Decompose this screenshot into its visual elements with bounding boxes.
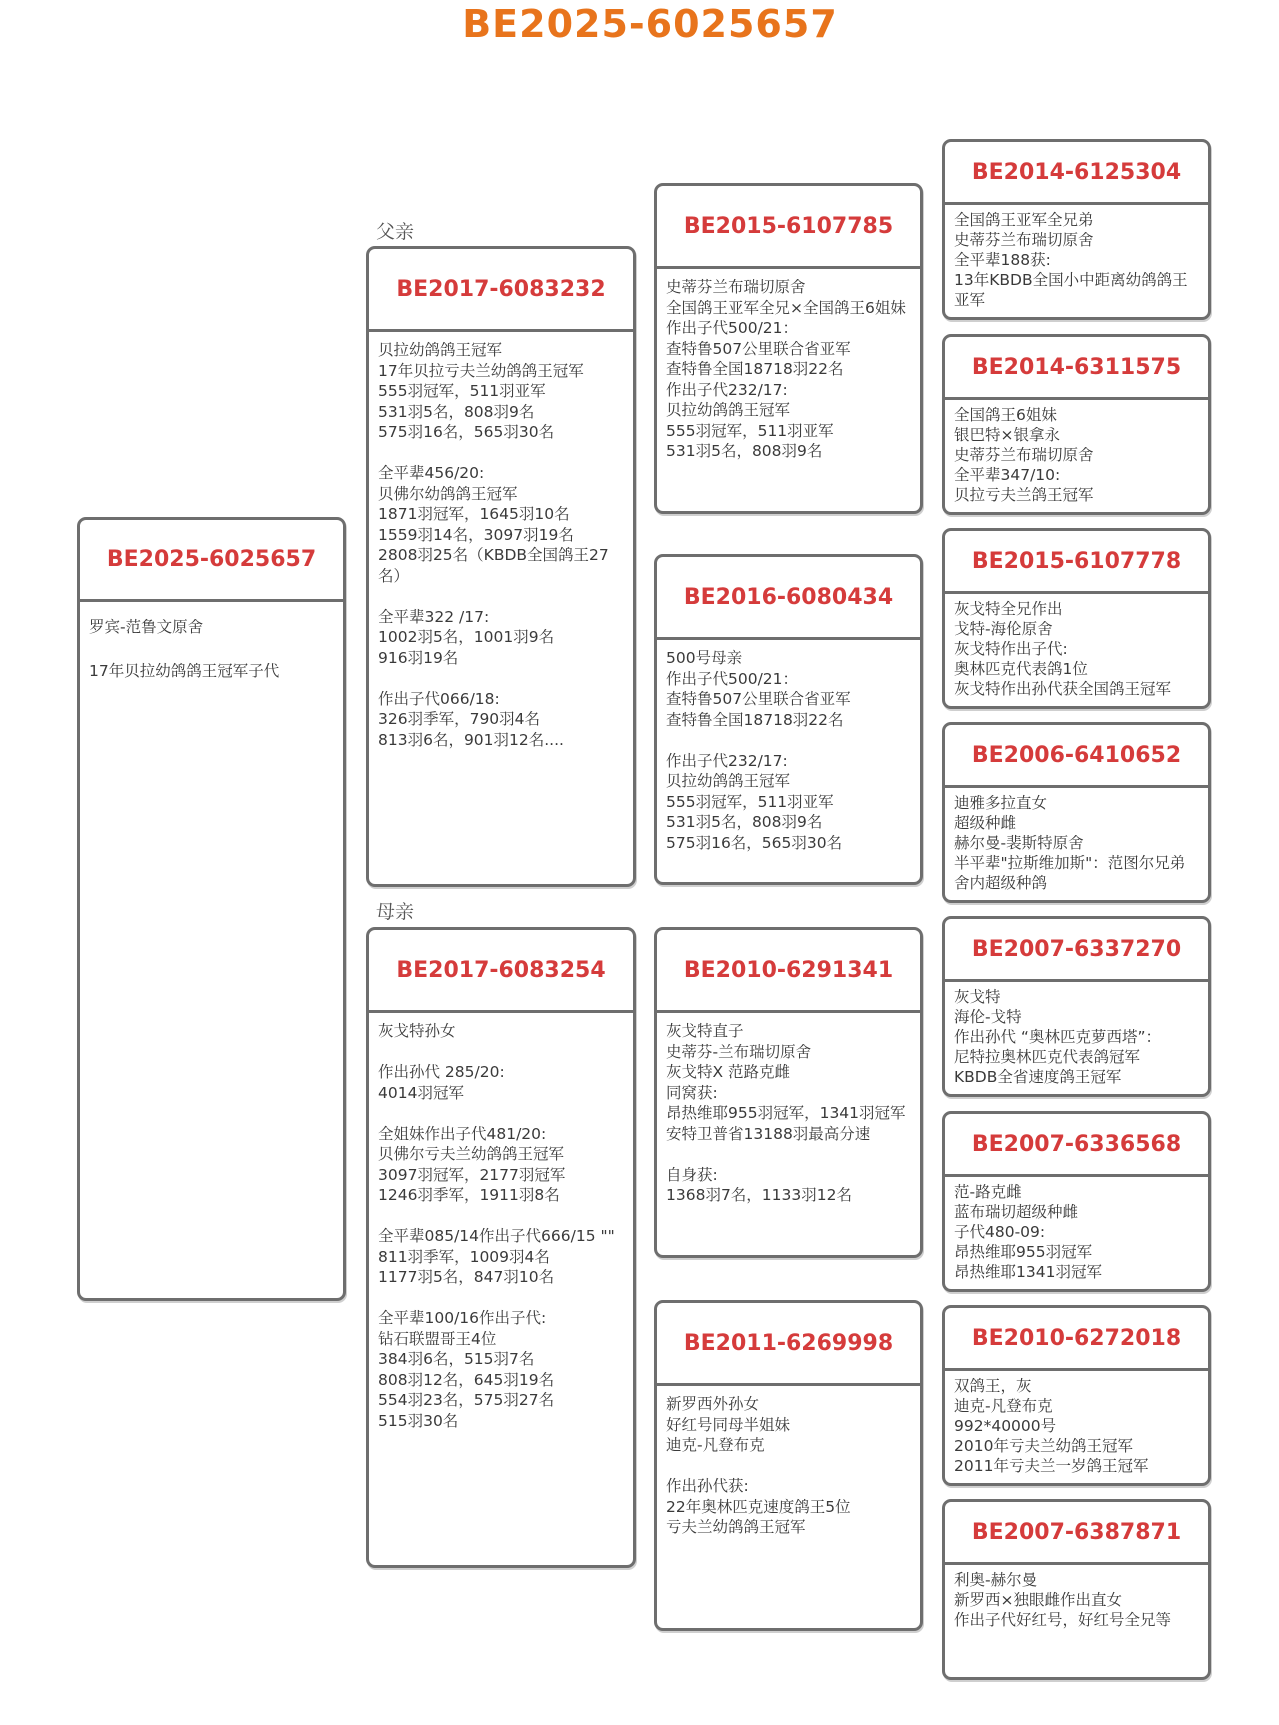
great-grandparent-id: BE2014-6125304 — [945, 142, 1208, 205]
great-grandparent-card — [942, 1305, 1211, 1486]
father-label: 父亲 — [376, 221, 415, 243]
grandparent-card — [654, 1300, 923, 1631]
grandparent-details: 新罗西外孙女 好红号同母半姐妹 迪克-凡登布克 作出孙代获: 22年奥林匹克速度鸽王5位 亏夫兰幼鸽鸽王冠军 — [666, 1395, 851, 1536]
great-grandparent-id: BE2010-6272018 — [945, 1308, 1208, 1371]
great-grandparent-card — [942, 1499, 1211, 1680]
mother-label: 母亲 — [376, 901, 415, 923]
great-grandparent-details: 灰戈特全兄作出 戈特-海伦原舍 灰戈特作出子代: 奥林匹克代表鸽1位 灰戈特作出孙代获全国鸽王冠军 — [954, 600, 1172, 698]
subject-details: 罗宾-范鲁文原舍 17年贝拉幼鸽鸽王冠军子代 — [89, 618, 280, 680]
great-grandparent-details: 全国鸽王6姐妹 银巴特×银拿永 史蒂芬兰布瑞切原舍 全平辈347/10: 贝拉亏夫兰鸽王冠军 — [954, 406, 1094, 504]
father-details: 贝拉幼鸽鸽王冠军 17年贝拉亏夫兰幼鸽鸽王冠军 555羽冠军，511羽亚军 531羽5名，808羽9名 575羽16名，565羽30名 全平辈456/20: 贝佛尔幼鸽鸽王冠军 1871羽冠军，1645羽10名 1559羽14名，3097羽19名 2808羽25名（KBDB全国鸽王27名） 全平辈322 /17: 1002羽5名，1001羽9名 916羽19名 作出子代066/18: 326羽季军，790羽4名 813羽6名，901羽12名.... — [378, 341, 609, 749]
great-grandparent-id: BE2007-6387871 — [945, 1502, 1208, 1565]
great-grandparent-card — [942, 528, 1211, 709]
grandparent-card — [654, 927, 923, 1258]
great-grandparent-id: BE2006-6410652 — [945, 725, 1208, 788]
great-grandparent-id: BE2007-6337270 — [945, 919, 1208, 982]
mother-details: 灰戈特孙女 作出孙代 285/20: 4014羽冠军 全姐妹作出子代481/20: 贝佛尔亏夫兰幼鸽鸽王冠军 3097羽冠军，2177羽冠军 1246羽季军，1911羽8名 全平辈085/14作出子代666/15 "" 811羽季军，1009羽4名 1177羽5名，847羽10名 全平辈100/16作出子代: 钻石联盟哥王4位 384羽6名，515羽7名 808羽12名，645羽19名 554羽23名，575羽27名 515羽30名 — [378, 1022, 615, 1430]
grandparent-id: BE2010-6291341 — [657, 930, 920, 1013]
grandparent-details: 灰戈特直子 史蒂芬-兰布瑞切原舍 灰戈特X 范路克雌 同窝获: 昂热维耶955羽冠军，1341羽冠军 安特卫普省13188羽最高分速 自身获: 1368羽7名，1133羽12名 — [666, 1022, 906, 1204]
father-id: BE2017-6083232 — [369, 249, 633, 332]
great-grandparent-card — [942, 1111, 1211, 1292]
great-grandparent-details: 双鸽王，灰 迪克-凡登布克 992*40000号 2010年亏夫兰幼鸽王冠军 2011年亏夫兰一岁鸽王冠军 — [954, 1377, 1149, 1475]
great-grandparent-id: BE2015-6107778 — [945, 531, 1208, 594]
great-grandparent-id: BE2007-6336568 — [945, 1114, 1208, 1177]
grandparent-details: 史蒂芬兰布瑞切原舍 全国鸽王亚军全兄×全国鸽王6姐妹 作出子代500/21： 查特鲁507公里联合省亚军 查特鲁全国18718羽22名 作出子代232/17: 贝拉幼鸽鸽王冠军 555羽冠军，511羽亚军 531羽5名，808羽9名 — [666, 278, 906, 460]
great-grandparent-card — [942, 722, 1211, 903]
great-grandparent-card — [942, 139, 1211, 320]
great-grandparent-details: 全国鸽王亚军全兄弟 史蒂芬兰布瑞切原舍 全平辈188获: 13年KBDB全国小中距离幼鸽鸽王亚军 — [954, 211, 1188, 309]
mother-id: BE2017-6083254 — [369, 930, 633, 1013]
grandparent-card — [654, 183, 923, 514]
great-grandparent-id: BE2014-6311575 — [945, 337, 1208, 400]
father-card — [366, 246, 636, 887]
mother-card — [366, 927, 636, 1568]
page-title: BE2025-6025657 — [462, 2, 838, 46]
grandparent-details: 500号母亲 作出子代500/21： 查特鲁507公里联合省亚军 查特鲁全国18718羽22名 作出子代232/17: 贝拉幼鸽鸽王冠军 555羽冠军，511羽亚军 531羽5名，808羽9名 575羽16名，565羽30名 — [666, 649, 851, 852]
great-grandparent-details: 迪雅多拉直女 超级种雌 赫尔曼-裴斯特原舍 半平辈"拉斯维加斯"：范图尔兄弟舍内超级种鸽 — [954, 794, 1186, 892]
great-grandparent-card — [942, 334, 1211, 515]
subject-id: BE2025-6025657 — [80, 520, 343, 602]
great-grandparent-details: 范-路克雌 蓝布瑞切超级种雌 子代480-09: 昂热维耶955羽冠军 昂热维耶1341羽冠军 — [954, 1183, 1102, 1281]
subject-card — [77, 517, 346, 1301]
grandparent-id: BE2016-6080434 — [657, 557, 920, 640]
great-grandparent-details: 利奥-赫尔曼 新罗西×独眼雌作出直女 作出子代好红号，好红号全兄等 — [954, 1571, 1172, 1629]
great-grandparent-details: 灰戈特 海伦-戈特 作出孙代 “奥林匹克萝西塔”： 尼特拉奥林匹克代表鸽冠军 KBDB全省速度鸽王冠军 — [954, 988, 1161, 1086]
grandparent-id: BE2015-6107785 — [657, 186, 920, 269]
grandparent-id: BE2011-6269998 — [657, 1303, 920, 1386]
great-grandparent-card — [942, 916, 1211, 1097]
grandparent-card — [654, 554, 923, 885]
